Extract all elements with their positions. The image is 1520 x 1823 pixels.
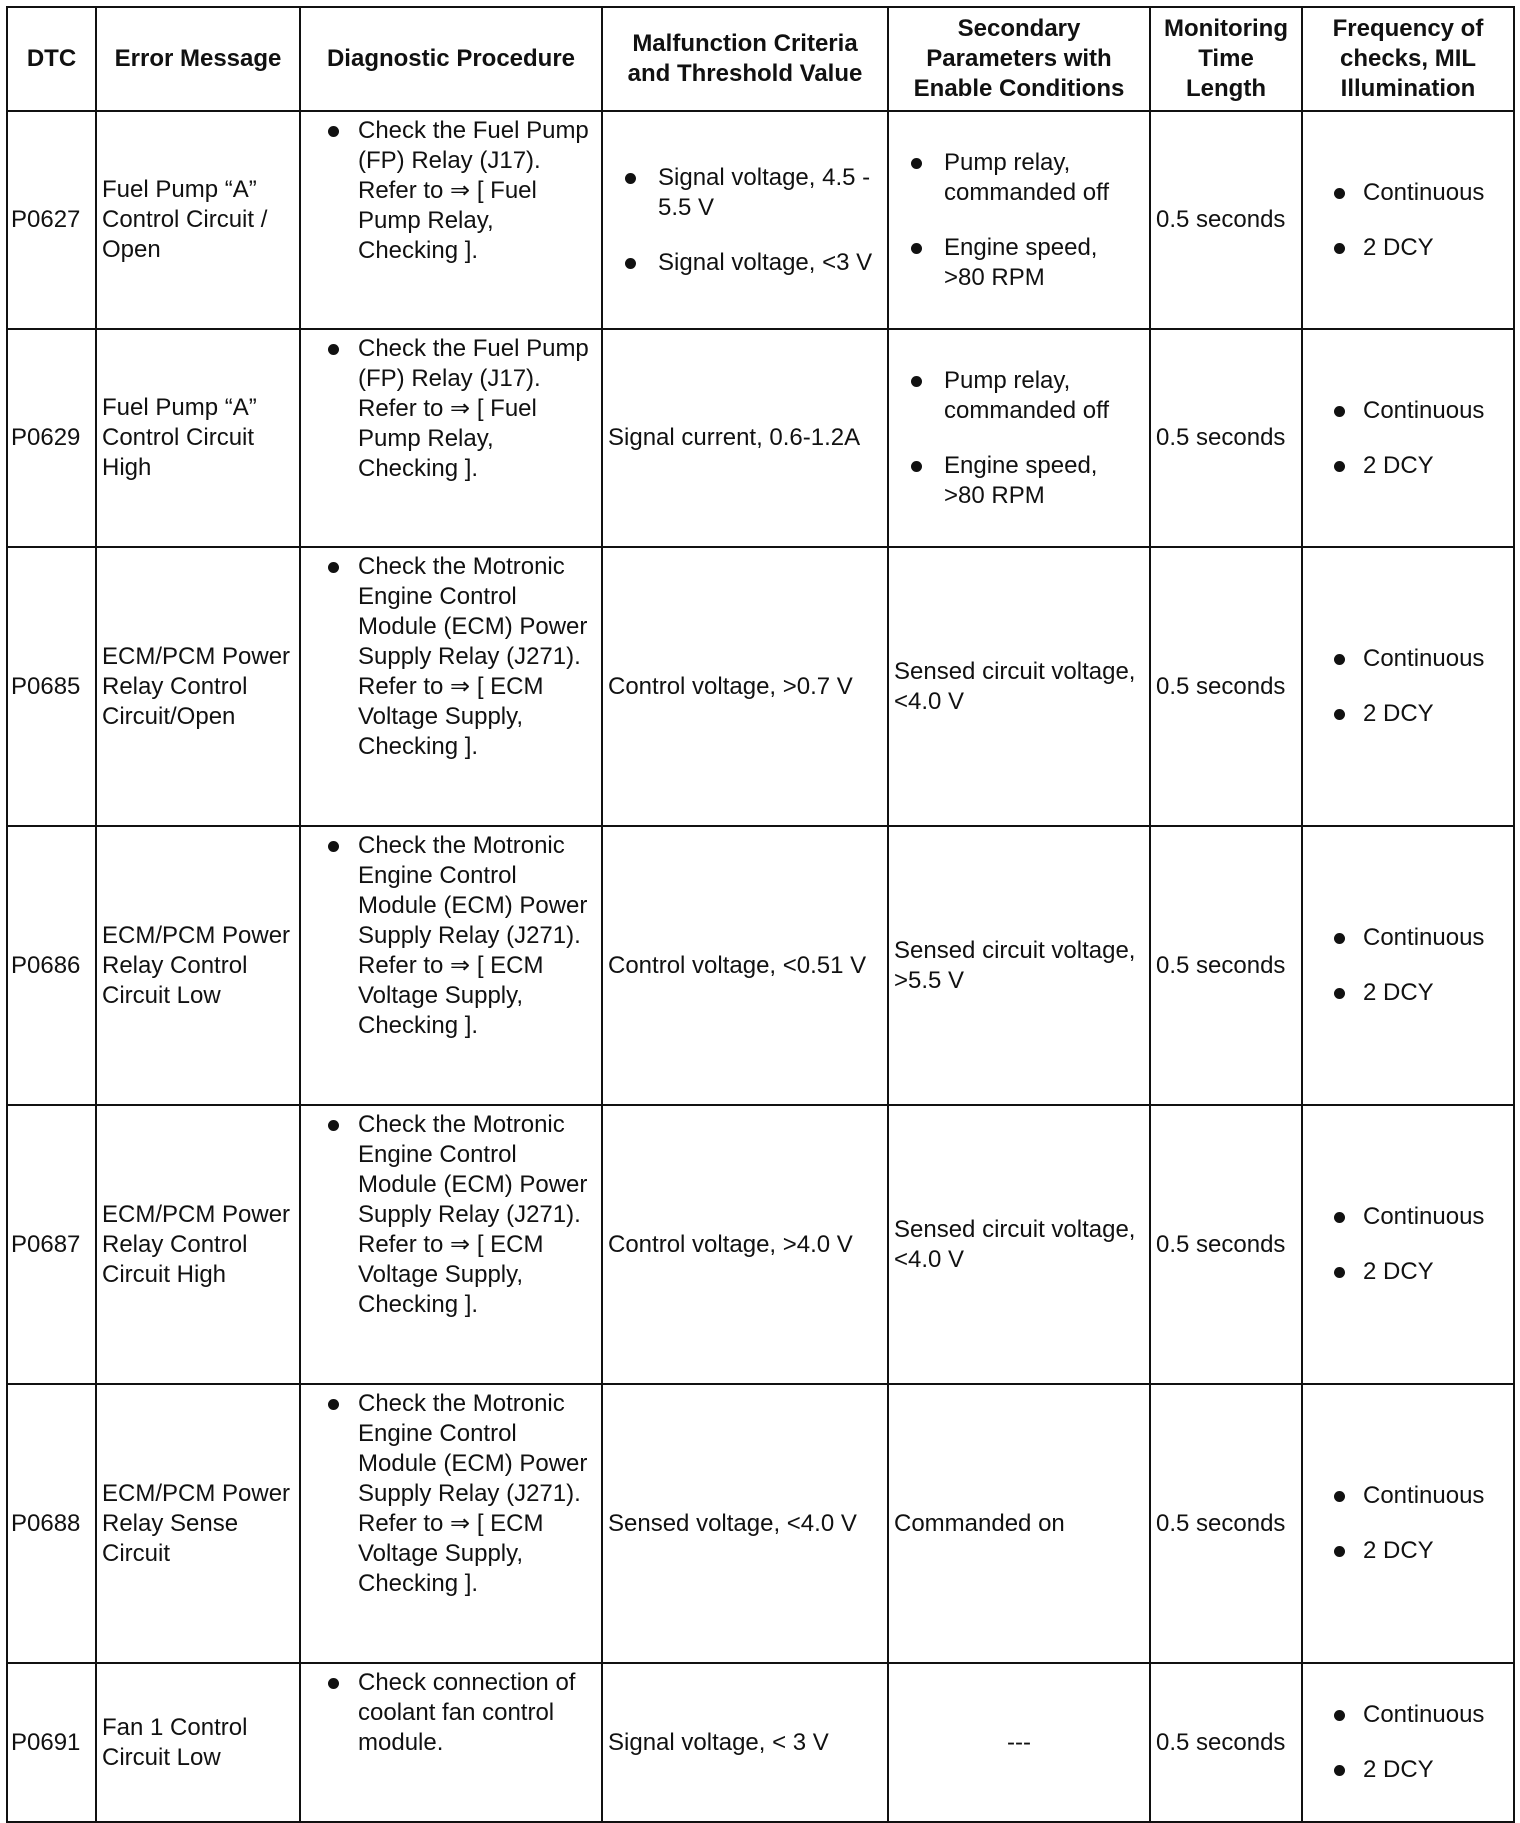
malfunction-criteria: Sensed voltage, <4.0 V bbox=[602, 1384, 888, 1663]
header-monitoring-time: Monitoring Time Length bbox=[1150, 7, 1302, 111]
procedure-step: Check the Fuel Pump (FP) Relay (J17). Refer to ⇒ [ Fuel Pump Relay, Checking ]. bbox=[306, 116, 596, 266]
malfunction-criteria: Control voltage, <0.51 V bbox=[602, 826, 888, 1105]
criteria-item: Signal voltage, <3 V bbox=[608, 248, 882, 278]
frequency-item: Continuous bbox=[1308, 178, 1508, 208]
frequency bbox=[1302, 826, 1514, 1105]
monitoring-time: 0.5 seconds bbox=[1150, 111, 1302, 329]
header-dtc: DTC bbox=[7, 7, 96, 111]
criteria-item: Signal voltage, 4.5 - 5.5 V bbox=[608, 163, 882, 223]
procedure-step: Check the Fuel Pump (FP) Relay (J17). Refer to ⇒ [ Fuel Pump Relay, Checking ]. bbox=[306, 334, 596, 484]
frequency-item: Continuous bbox=[1308, 396, 1508, 426]
frequency-item: Continuous bbox=[1308, 644, 1508, 674]
dtc-code: P0629 bbox=[7, 329, 96, 547]
secondary-item: Engine speed, >80 RPM bbox=[894, 451, 1144, 511]
diagnostic-procedure bbox=[300, 547, 602, 826]
frequency-item: 2 DCY bbox=[1308, 451, 1508, 481]
dtc-code: P0691 bbox=[7, 1663, 96, 1822]
secondary-item: Pump relay, commanded off bbox=[894, 366, 1144, 426]
frequency bbox=[1302, 1384, 1514, 1663]
frequency-item: 2 DCY bbox=[1308, 1755, 1508, 1785]
diagnostic-procedure bbox=[300, 1663, 602, 1822]
table-row bbox=[7, 329, 1514, 547]
table-row bbox=[7, 547, 1514, 826]
procedure-step: Check the Motronic Engine Control Module (ECM) Power Supply Relay (J271). Refer to ⇒ [ ECM Voltage Supply, Checking ]. bbox=[306, 552, 596, 762]
diagnostic-procedure bbox=[300, 1105, 602, 1384]
diagnostic-procedure bbox=[300, 1384, 602, 1663]
frequency bbox=[1302, 1105, 1514, 1384]
secondary-parameters: Sensed circuit voltage, <4.0 V bbox=[888, 547, 1150, 826]
error-message: ECM/PCM Power Relay Control Circuit/Open bbox=[96, 547, 300, 826]
secondary-item: Pump relay, commanded off bbox=[894, 148, 1144, 208]
procedure-step: Check the Motronic Engine Control Module (ECM) Power Supply Relay (J271). Refer to ⇒ [ ECM Voltage Supply, Checking ]. bbox=[306, 1389, 596, 1599]
frequency bbox=[1302, 111, 1514, 329]
table-row bbox=[7, 1663, 1514, 1822]
table-row bbox=[7, 826, 1514, 1105]
secondary-parameters bbox=[888, 329, 1150, 547]
malfunction-criteria: Signal current, 0.6-1.2A bbox=[602, 329, 888, 547]
secondary-parameters bbox=[888, 111, 1150, 329]
error-message: Fuel Pump “A” Control Circuit / Open bbox=[96, 111, 300, 329]
frequency bbox=[1302, 547, 1514, 826]
error-message: Fuel Pump “A” Control Circuit High bbox=[96, 329, 300, 547]
secondary-parameters: --- bbox=[888, 1663, 1150, 1822]
frequency-item: Continuous bbox=[1308, 1700, 1508, 1730]
frequency-item: 2 DCY bbox=[1308, 1257, 1508, 1287]
malfunction-criteria: Control voltage, >4.0 V bbox=[602, 1105, 888, 1384]
secondary-parameters: Sensed circuit voltage, >5.5 V bbox=[888, 826, 1150, 1105]
table-row bbox=[7, 1105, 1514, 1384]
monitoring-time: 0.5 seconds bbox=[1150, 1663, 1302, 1822]
frequency-item: 2 DCY bbox=[1308, 233, 1508, 263]
error-message: Fan 1 Control Circuit Low bbox=[96, 1663, 300, 1822]
malfunction-criteria: Control voltage, >0.7 V bbox=[602, 547, 888, 826]
dtc-code: P0627 bbox=[7, 111, 96, 329]
diagnostic-procedure bbox=[300, 111, 602, 329]
procedure-step: Check the Motronic Engine Control Module (ECM) Power Supply Relay (J271). Refer to ⇒ [ ECM Voltage Supply, Checking ]. bbox=[306, 1110, 596, 1320]
monitoring-time: 0.5 seconds bbox=[1150, 1105, 1302, 1384]
dtc-code: P0686 bbox=[7, 826, 96, 1105]
table-row bbox=[7, 111, 1514, 329]
frequency-item: Continuous bbox=[1308, 1481, 1508, 1511]
procedure-step: Check the Motronic Engine Control Module (ECM) Power Supply Relay (J271). Refer to ⇒ [ ECM Voltage Supply, Checking ]. bbox=[306, 831, 596, 1041]
procedure-step: Check connection of coolant fan control module. bbox=[306, 1668, 596, 1758]
diagnostic-procedure bbox=[300, 826, 602, 1105]
header-error-message: Error Message bbox=[96, 7, 300, 111]
frequency bbox=[1302, 329, 1514, 547]
header-secondary-parameters: Secondary Parameters with Enable Conditions bbox=[888, 7, 1150, 111]
dtc-code: P0687 bbox=[7, 1105, 96, 1384]
monitoring-time: 0.5 seconds bbox=[1150, 329, 1302, 547]
dtc-table bbox=[6, 6, 1515, 1823]
frequency bbox=[1302, 1663, 1514, 1822]
secondary-parameters: Commanded on bbox=[888, 1384, 1150, 1663]
malfunction-criteria bbox=[602, 111, 888, 329]
dtc-code: P0688 bbox=[7, 1384, 96, 1663]
malfunction-criteria: Signal voltage, < 3 V bbox=[602, 1663, 888, 1822]
monitoring-time: 0.5 seconds bbox=[1150, 1384, 1302, 1663]
header-diagnostic-procedure: Diagnostic Procedure bbox=[300, 7, 602, 111]
dtc-code: P0685 bbox=[7, 547, 96, 826]
header-frequency: Frequency of checks, MIL Illumination bbox=[1302, 7, 1514, 111]
frequency-item: Continuous bbox=[1308, 923, 1508, 953]
error-message: ECM/PCM Power Relay Sense Circuit bbox=[96, 1384, 300, 1663]
header-row bbox=[7, 7, 1514, 111]
error-message: ECM/PCM Power Relay Control Circuit High bbox=[96, 1105, 300, 1384]
secondary-parameters: Sensed circuit voltage, <4.0 V bbox=[888, 1105, 1150, 1384]
error-message: ECM/PCM Power Relay Control Circuit Low bbox=[96, 826, 300, 1105]
secondary-item: Engine speed, >80 RPM bbox=[894, 233, 1144, 293]
frequency-item: 2 DCY bbox=[1308, 1536, 1508, 1566]
frequency-item: 2 DCY bbox=[1308, 978, 1508, 1008]
table-row bbox=[7, 1384, 1514, 1663]
monitoring-time: 0.5 seconds bbox=[1150, 547, 1302, 826]
frequency-item: Continuous bbox=[1308, 1202, 1508, 1232]
diagnostic-procedure bbox=[300, 329, 602, 547]
monitoring-time: 0.5 seconds bbox=[1150, 826, 1302, 1105]
frequency-item: 2 DCY bbox=[1308, 699, 1508, 729]
header-malfunction-criteria: Malfunction Criteria and Threshold Value bbox=[602, 7, 888, 111]
